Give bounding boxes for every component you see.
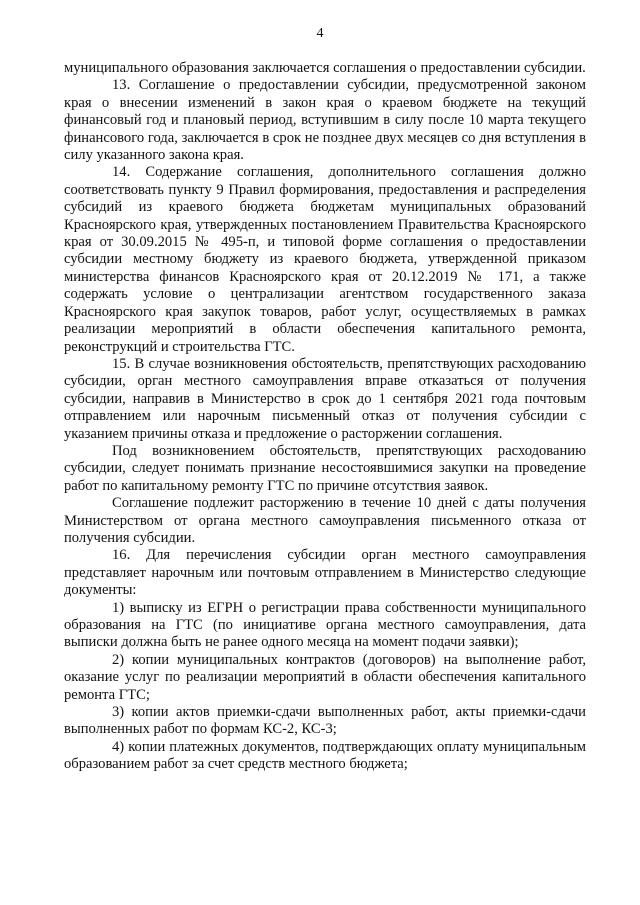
document-body: [64, 60, 586, 774]
paragraph-termination: Соглашение подлежит расторжению в течение 10 дней с даты получения Министерством от органа местного самоуправления письменного отказа от получения субсидии.: [64, 495, 586, 546]
list-item-3: 3) копии актов приемки-сдачи выполненных работ, акты приемки-сдачи выполненных работ по формам КС-2, КС-3;: [64, 704, 586, 738]
paragraph-15: 15. В случае возникновения обстоятельств, препятствующих расходованию субсидии, орган местного самоуправления вправе отказаться от получения субсидии, направив в Министерство в срок до 1 сентября 2021 года почтовым отправлением или нарочным письменный отказ от получения субсидии с указанием причины отказа и предложение о расторжении соглашения.: [64, 355, 586, 442]
list-item-1: 1) выписку из ЕГРН о регистрации права собственности муниципального образования на ГТС (по инициативе органа местного самоуправления, дата выписки должна быть не ранее одного месяца на момент подачи заявки);: [64, 599, 586, 651]
page-number: 4: [316, 26, 324, 41]
paragraph-14: 14. Содержание соглашения, дополнительного соглашения должно соответствовать пункту 9 Правил формирования, предоставления и распределения субсидий из краевого бюджета бюджетам муниципальных образований Красноярского края, утвержденных постановлением Правительства Красноярского края от 30.09.2015 № 495-п, и типовой форме соглашения о предоставлении субсидии местному бюджету из краевого бюджета, утвержденной приказом министерства финансов Красноярского края от 20.12.2019 № 171, а также содержать условие о централизации агентством государственного заказа Красноярского края закупок товаров, работ услуг, осуществляемых в рамках реализации мероприятий в области обеспечения капитального ремонта, реконструкций и строительства ГТС.: [64, 164, 586, 355]
paragraph-obstacles: Под возникновением обстоятельств, препятствующих расходованию субсидии, следует понимать признание несостоявшимися закупки на проведение работ по капитальному ремонту ГТС по причине отсутствия заявок.: [64, 442, 586, 494]
list-item-2: 2) копии муниципальных контрактов (договоров) на выполнение работ, оказание услуг по реализации мероприятий в области обеспечения капитального ремонта ГТС;: [64, 651, 586, 703]
paragraph-continuation: муниципального образования заключается соглашения о предоставлении субсидии.: [64, 60, 586, 76]
paragraph-16: 16. Для перечисления субсидии орган местного самоуправления представляет нарочным или почтовым отправлением в Министерство следующие документы:: [64, 547, 586, 599]
list-item-4: 4) копии платежных документов, подтверждающих оплату муниципальным образованием работ за счет средств местного бюджета;: [64, 738, 586, 773]
paragraph-13: 13. Соглашение о предоставлении субсидии, предусмотренной законом края о внесении изменений в закон края о краевом бюджете на текущий финансовый год и плановый период, вступившим в силу после 10 марта текущего финансового года, заключается в срок не позднее двух месяцев со дня вступления в силу указанного закона края.: [64, 77, 586, 164]
